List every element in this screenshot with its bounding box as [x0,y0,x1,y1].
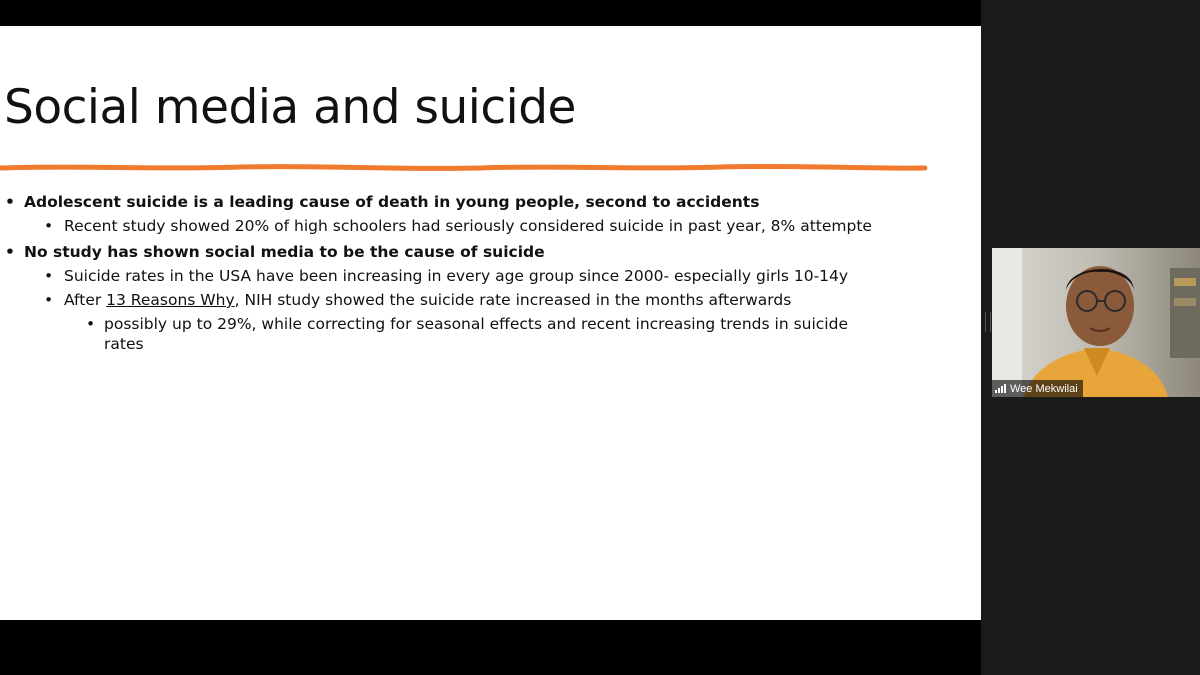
participant-panel [981,0,1200,675]
slide-title: Social media and suicide [4,80,576,135]
participant-video-tile[interactable] [992,248,1200,397]
title-underline-stroke [0,162,930,174]
bullet-recent-study: • Recent study showed 20% of high schoolers had seriously considered suicide in past year, 8% attempte [0,216,960,236]
bullet-adolescent-suicide: • Adolescent suicide is a leading cause of death in young people, second to accidents [0,192,960,212]
slide-bullet-list [0,192,960,354]
bullet-suicide-rates-usa: • Suicide rates in the USA have been increasing in every age group since 2000- especially girls 10-14y [0,266,960,286]
bullet-13-reasons-why [0,290,960,310]
bullet-no-study: • No study has shown social media to be the cause of suicide [0,242,960,262]
bullet-13-reasons-suffix: , NIH study showed the suicide rate increased in the months afterwards [234,291,792,309]
presentation-slide [0,26,981,620]
signal-bars-icon [995,384,1006,393]
panel-resize-handle[interactable] [985,312,991,332]
participant-video-frame [992,248,1200,397]
participant-name: Wee Mekwilai [1010,382,1078,395]
bullet-13-reasons-prefix: After [64,291,107,309]
bullet-possibly-29-percent: • possibly up to 29%, while correcting for seasonal effects and recent increasing trends in suicide rates [0,314,884,354]
participant-name-label [992,380,1083,397]
show-title-13-reasons-why: 13 Reasons Why [106,291,235,309]
